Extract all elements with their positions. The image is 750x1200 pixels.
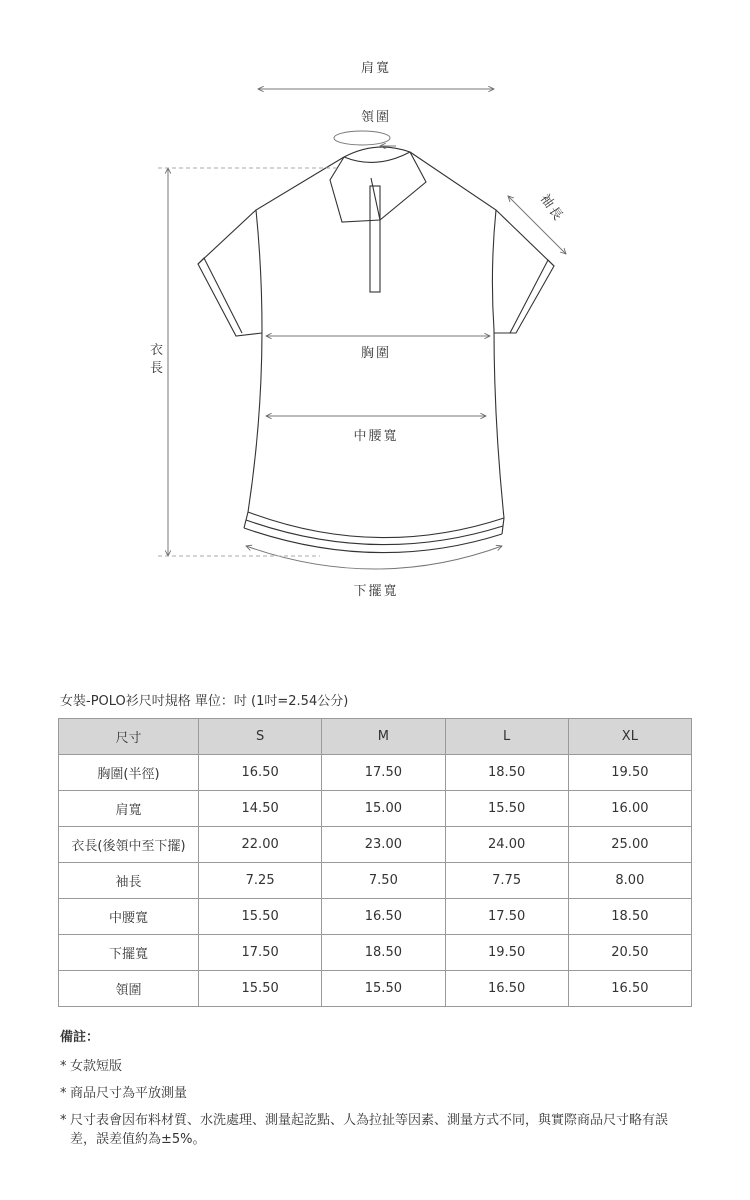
waist-label: 中腰寬 xyxy=(353,429,399,444)
table-header-row xyxy=(59,719,692,755)
size-value-cell: 17.50 xyxy=(445,899,568,935)
size-value-cell: 16.50 xyxy=(568,971,691,1007)
size-value-cell: 15.00 xyxy=(322,791,445,827)
note-bullet: * xyxy=(60,1059,67,1074)
length-label: 衣長 xyxy=(150,343,166,376)
hem-arrow xyxy=(246,546,502,569)
size-value-cell: 19.50 xyxy=(445,935,568,971)
table-row xyxy=(59,935,692,971)
size-value-cell: 16.00 xyxy=(568,791,691,827)
sleeve-label: 袖長 xyxy=(536,191,567,225)
size-table xyxy=(58,718,692,1007)
shirt-hem xyxy=(248,512,504,538)
size-value-cell: 7.50 xyxy=(322,863,445,899)
size-value-cell: 24.00 xyxy=(445,827,568,863)
size-value-cell: 15.50 xyxy=(445,791,568,827)
size-value-cell: 16.50 xyxy=(199,755,322,791)
size-value-cell: 23.00 xyxy=(322,827,445,863)
size-header: S xyxy=(199,719,322,755)
note-text: 尺寸表會因布料材質、水洗處理、測量起訖點、人為拉扯等因素、測量方式不同，與實際商品尺寸略有誤差，誤差值約為±5%。 xyxy=(70,1113,669,1147)
shirt-left-side xyxy=(248,157,344,512)
size-header: M xyxy=(322,719,445,755)
table-corner-header: 尺寸 xyxy=(59,719,199,755)
row-label: 中腰寬 xyxy=(59,899,199,935)
size-value-cell: 19.50 xyxy=(568,755,691,791)
size-value-cell: 16.50 xyxy=(322,899,445,935)
size-value-cell: 7.75 xyxy=(445,863,568,899)
size-chart-caption: 女裝-POLO衫尺吋規格 單位：吋 (1吋=2.54公分) xyxy=(60,694,349,709)
table-row xyxy=(59,791,692,827)
notes-title: 備註： xyxy=(60,1030,100,1045)
note-bullet: * xyxy=(60,1086,67,1101)
note-bullet: * xyxy=(60,1113,67,1128)
right-sleeve xyxy=(494,210,554,333)
size-value-cell: 7.25 xyxy=(199,863,322,899)
table-row xyxy=(59,827,692,863)
size-value-cell: 8.00 xyxy=(568,863,691,899)
note-item xyxy=(60,1111,690,1149)
row-label: 肩寬 xyxy=(59,791,199,827)
size-value-cell: 18.50 xyxy=(568,899,691,935)
placket xyxy=(370,186,380,292)
table-row xyxy=(59,755,692,791)
size-value-cell: 22.00 xyxy=(199,827,322,863)
table-row xyxy=(59,863,692,899)
row-label: 袖長 xyxy=(59,863,199,899)
table-row xyxy=(59,971,692,1007)
size-value-cell: 18.50 xyxy=(322,935,445,971)
shirt-right-side xyxy=(410,152,504,518)
left-sleeve xyxy=(198,210,262,336)
row-label: 胸圍(半徑) xyxy=(59,755,199,791)
chest-label: 胸圍 xyxy=(360,346,392,361)
table-row xyxy=(59,899,692,935)
size-value-cell: 25.00 xyxy=(568,827,691,863)
size-header: XL xyxy=(568,719,691,755)
row-label: 下擺寬 xyxy=(59,935,199,971)
size-value-cell: 18.50 xyxy=(445,755,568,791)
size-value-cell: 17.50 xyxy=(322,755,445,791)
size-value-cell: 15.50 xyxy=(199,899,322,935)
collar-measure-ellipse xyxy=(334,131,390,145)
note-text: 商品尺寸為平放測量 xyxy=(70,1086,188,1101)
size-value-cell: 20.50 xyxy=(568,935,691,971)
row-label: 領圍 xyxy=(59,971,199,1007)
row-label: 衣長(後領中至下擺) xyxy=(59,827,199,863)
note-item xyxy=(60,1084,690,1103)
size-header: L xyxy=(445,719,568,755)
shoulder-label: 肩寬 xyxy=(360,61,392,76)
hem-label: 下擺寬 xyxy=(353,584,399,599)
size-value-cell: 17.50 xyxy=(199,935,322,971)
collar-label: 領圍 xyxy=(360,110,392,125)
note-text: 女款短版 xyxy=(70,1059,123,1074)
note-item xyxy=(60,1057,690,1076)
size-value-cell: 14.50 xyxy=(199,791,322,827)
notes-section xyxy=(60,1026,690,1157)
size-value-cell: 16.50 xyxy=(445,971,568,1007)
size-value-cell: 15.50 xyxy=(199,971,322,1007)
size-value-cell: 15.50 xyxy=(322,971,445,1007)
